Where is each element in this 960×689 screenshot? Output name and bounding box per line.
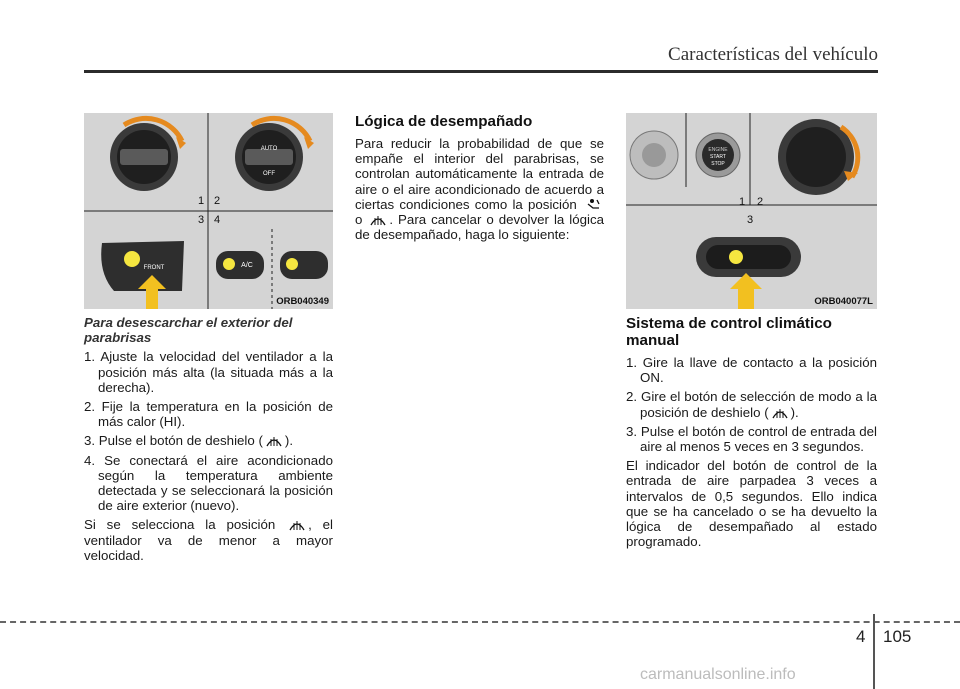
step-3: 3. Pulse el botón de control de entrada del aire al menos 5 veces en 3 segundos.: [626, 423, 877, 455]
column-right: [626, 315, 877, 549]
figure-code: ORB040349: [276, 296, 329, 307]
step-2-end: ).: [790, 404, 799, 420]
section-heading: Para desescarchar el exterior del parabrisas: [84, 315, 293, 346]
label-2: 2: [214, 195, 221, 207]
auto-label: AUTO: [260, 146, 278, 152]
footer-rule: [0, 621, 960, 623]
front-defrost-button-icon: [101, 241, 184, 291]
section-heading: Lógica de desempañado: [355, 113, 533, 130]
step-4: 4. Se conectará el aire acondicionado según la temperatura ambiente detectada y se seleccionará la posición de aire exterior (nuevo).: [84, 452, 333, 514]
header-title: Características del vehículo: [668, 44, 878, 65]
ac-label: A/C: [241, 262, 253, 269]
right-figure: [626, 113, 877, 309]
paragraph: El indicador del botón de control de la entrada de aire parpadea 3 veces a intervalos de 0,5 segundos. Ello indica que se ha cancelado o se ha devuelto la lógica de desempañado al estado programado.: [626, 458, 877, 550]
paragraph-text: Para reducir la probabilidad de que se empañe el interior del parabrisas, se controlan automáticamente la entrada de aire o el aire acondicionado de acuerdo a ciertas condiciones como la posición: [355, 136, 604, 212]
step-1: 1. Gire la llave de contacto a la posición ON.: [626, 355, 877, 386]
chapter-number: 4: [856, 627, 866, 646]
column-middle: [355, 113, 604, 242]
arrow-icon: [730, 273, 762, 309]
note-text: Si se selecciona la posición: [84, 517, 276, 533]
figure-code: ORB040077L: [814, 296, 873, 307]
step-1: 1. Ajuste la velocidad del ventilador a la posición más alta (la situada más a la derecha).: [84, 349, 333, 395]
right-figure-art: [626, 113, 877, 309]
step-2: 2. Fije la temperatura en la posición de más calor (HI).: [84, 399, 333, 430]
stop-label: STOP: [711, 161, 725, 167]
left-figure: [84, 113, 333, 309]
off-label: OFF: [263, 171, 275, 177]
front-label: FRONT: [143, 265, 165, 271]
header-rule: [84, 70, 878, 73]
paragraph-text-mid: o: [355, 212, 363, 228]
defrost-icon: [369, 213, 387, 227]
floor-defrost-icon: [584, 198, 602, 212]
defrost-icon: [771, 406, 789, 420]
footer-divider: [873, 614, 875, 689]
start-label: START: [710, 154, 726, 160]
defrost-icon: [265, 434, 283, 448]
page-number: 105: [883, 627, 912, 646]
left-figure-art: [84, 113, 333, 309]
column-left: [84, 315, 333, 563]
label-4: 4: [214, 214, 221, 226]
label-3: 3: [747, 214, 754, 226]
label-3: 3: [198, 214, 205, 226]
step-3-end: ).: [284, 433, 294, 449]
watermark: carmanualsonline.info: [640, 666, 796, 683]
step-2-text: 2. Gire el botón de selección de modo a la posición de deshielo (: [626, 389, 877, 420]
engine-label: ENGINE: [708, 147, 728, 153]
label-1: 1: [198, 195, 205, 207]
paragraph: [355, 136, 604, 242]
step-3: [84, 433, 333, 448]
label-2: 2: [757, 196, 764, 208]
label-1: 1: [739, 196, 746, 208]
note-paragraph: [84, 517, 333, 563]
step-3-text: 3. Pulse el botón de deshielo (: [84, 433, 263, 449]
section-heading: Sistema de control climático manual: [626, 315, 832, 349]
defrost-icon: [288, 518, 306, 532]
paragraph-text-end: . Para cancelar o devolver la lógica de desempañado, haga lo siguiente:: [355, 212, 605, 243]
step-2: [626, 389, 877, 419]
note-text-end: , el ventilador va de menor a mayor velocidad.: [84, 517, 333, 563]
